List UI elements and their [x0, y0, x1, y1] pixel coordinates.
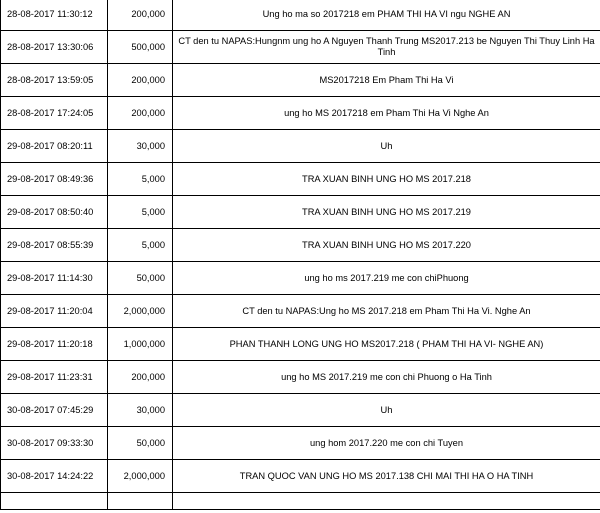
transaction-amount: [108, 493, 173, 510]
transaction-date: [1, 493, 108, 510]
transaction-description: TRA XUAN BINH UNG HO MS 2017.219: [173, 196, 600, 229]
transaction-description: PHAN THANH LONG UNG HO MS2017.218 ( PHAM THI HA VI- NGHE AN): [173, 328, 600, 361]
table-row: [1, 0, 600, 31]
table-row: [1, 163, 600, 196]
transaction-amount: 5,000: [108, 163, 173, 196]
table-row: [1, 97, 600, 130]
transaction-description: MS2017218 Em Pham Thi Ha Vi: [173, 64, 600, 97]
transaction-amount: 5,000: [108, 196, 173, 229]
transaction-description: ung hom 2017.220 me con chi Tuyen: [173, 427, 600, 460]
table-row: [1, 196, 600, 229]
transaction-date: 29-08-2017 08:49:36: [1, 163, 108, 196]
transaction-date: 30-08-2017 14:24:22: [1, 460, 108, 493]
transaction-description: CT den tu NAPAS:Ung ho MS 2017.218 em Pham Thi Ha Vi. Nghe An: [173, 295, 600, 328]
transaction-description: TRA XUAN BINH UNG HO MS 2017.220: [173, 229, 600, 262]
transaction-date: 28-08-2017 11:30:12: [1, 0, 108, 31]
table-row: [1, 295, 600, 328]
table-row: [1, 262, 600, 295]
table-row: [1, 130, 600, 163]
transaction-date: 29-08-2017 08:50:40: [1, 196, 108, 229]
transaction-amount: 50,000: [108, 427, 173, 460]
transaction-date: 29-08-2017 11:14:30: [1, 262, 108, 295]
table-row: [1, 64, 600, 97]
transaction-description: Uh: [173, 130, 600, 163]
transaction-amount: 2,000,000: [108, 295, 173, 328]
transaction-date: 29-08-2017 08:55:39: [1, 229, 108, 262]
transaction-amount: 50,000: [108, 262, 173, 295]
transaction-date: 28-08-2017 17:24:05: [1, 97, 108, 130]
transaction-date: 29-08-2017 08:20:11: [1, 130, 108, 163]
table-row: [1, 460, 600, 493]
transaction-date: 28-08-2017 13:30:06: [1, 31, 108, 64]
transaction-description: TRA XUAN BINH UNG HO MS 2017.218: [173, 163, 600, 196]
transaction-table-body: [1, 0, 600, 510]
transaction-amount: 2,000,000: [108, 460, 173, 493]
partial-table-row: [1, 493, 600, 510]
transaction-amount: 30,000: [108, 130, 173, 163]
transaction-date: 28-08-2017 13:59:05: [1, 64, 108, 97]
table-row: [1, 394, 600, 427]
transaction-amount: 200,000: [108, 64, 173, 97]
transaction-date: 29-08-2017 11:20:18: [1, 328, 108, 361]
transaction-amount: 200,000: [108, 0, 173, 31]
transaction-date: 29-08-2017 11:23:31: [1, 361, 108, 394]
transaction-description: Ung ho ma so 2017218 em PHAM THI HA VI ngu NGHE AN: [173, 0, 600, 31]
table-row: [1, 427, 600, 460]
transaction-amount: 500,000: [108, 31, 173, 64]
table-row: [1, 229, 600, 262]
table-row: [1, 361, 600, 394]
transaction-description: ung ho MS 2017.219 me con chi Phuong o Ha Tinh: [173, 361, 600, 394]
transaction-description: [173, 493, 600, 510]
transaction-date: 29-08-2017 11:20:04: [1, 295, 108, 328]
transaction-amount: 5,000: [108, 229, 173, 262]
transaction-description: CT den tu NAPAS:Hungnm ung ho A Nguyen Thanh Trung MS2017.213 be Nguyen Thi Thuy Linh Ha Tinh: [173, 31, 600, 64]
transaction-description: ung ho ms 2017.219 me con chiPhuong: [173, 262, 600, 295]
transaction-amount: 200,000: [108, 97, 173, 130]
table-row: [1, 328, 600, 361]
transaction-amount: 1,000,000: [108, 328, 173, 361]
transaction-description: TRAN QUOC VAN UNG HO MS 2017.138 CHI MAI THI HA O HA TINH: [173, 460, 600, 493]
table-row: [1, 31, 600, 64]
transaction-amount: 200,000: [108, 361, 173, 394]
transaction-description: ung ho MS 2017218 em Pham Thi Ha Vi Nghe An: [173, 97, 600, 130]
transaction-description: Uh: [173, 394, 600, 427]
transaction-amount: 30,000: [108, 394, 173, 427]
transaction-date: 30-08-2017 09:33:30: [1, 427, 108, 460]
transaction-date: 30-08-2017 07:45:29: [1, 394, 108, 427]
